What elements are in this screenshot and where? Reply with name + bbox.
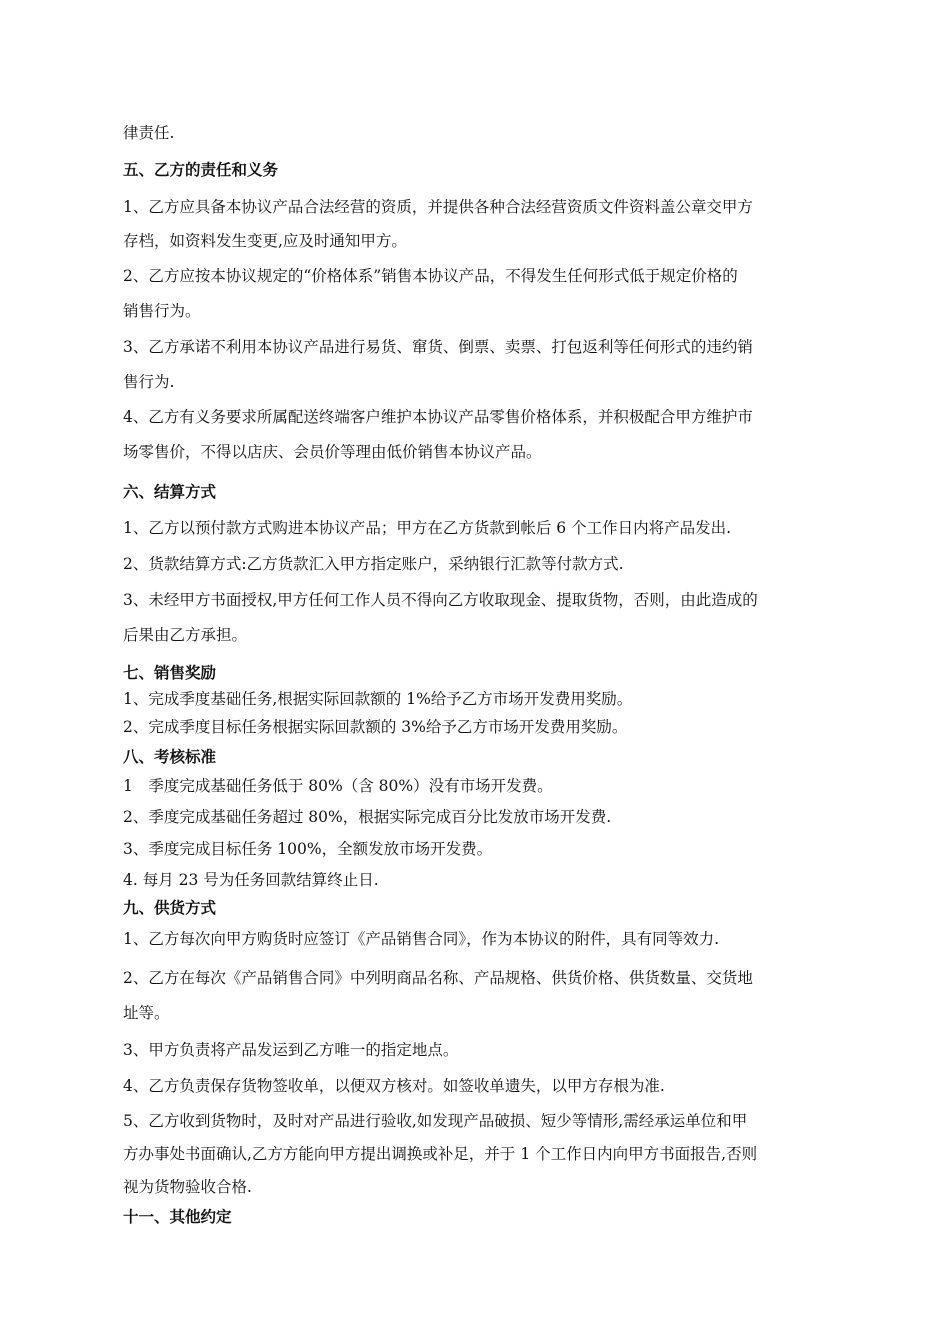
text-line: 场零售价，不得以店庆、会员价等理由低价销售本协议产品。 [123, 443, 542, 461]
text-line: 后果由乙方承担。 [123, 626, 248, 644]
text-line: 1、乙方应具备本协议产品合法经营的资质，并提供各种合法经营资质文件资料盖公章交甲方 [123, 198, 753, 216]
text-line: 3、季度完成目标任务 100%，全额发放市场开发费。 [123, 840, 493, 858]
text-line: 4、乙方负责保存货物签收单，以便双方核对。如签收单遗失，以甲方存根为准. [123, 1077, 665, 1095]
text-line: 存档，如资料发生变更,应及时通知甲方。 [123, 232, 407, 250]
text-line: 2、完成季度目标任务根据实际回款额的 3%给予乙方市场开发费用奖励。 [123, 718, 628, 736]
text-line: 方办事处书面确认,乙方方能向甲方提出调换或补足，并于 1 个工作日内向甲方书面报告,否则 [123, 1145, 758, 1163]
section-heading: 五、乙方的责任和义务 [123, 161, 279, 179]
text-line: 1、乙方以预付款方式购进本协议产品；甲方在乙方货款到帐后 6 个工作日内将产品发出. [123, 519, 732, 537]
text-line: 5、乙方收到货物时，及时对产品进行验收,如发现产品破损、短少等情形,需经承运单位和甲 [123, 1112, 748, 1130]
text-line: 2、季度完成基础任务超过 80%，根据实际完成百分比发放市场开发费. [123, 808, 612, 826]
section-heading: 九、供货方式 [123, 899, 217, 917]
text-line: 1、完成季度基础任务,根据实际回款额的 1%给予乙方市场开发费用奖励。 [123, 690, 633, 708]
text-line: 视为货物验收合格. [123, 1178, 252, 1196]
text-line: 2、乙方在每次《产品销售合同》中列明商品名称、产品规格、供货价格、供货数量、交货地 [123, 969, 753, 987]
text-line: 律责任. [123, 124, 175, 142]
text-line: 售行为. [123, 373, 175, 391]
text-line: 3、乙方承诺不利用本协议产品进行易货、窜货、倒票、卖票、打包返利等任何形式的违约销 [123, 338, 753, 356]
text-line: 1 季度完成基础任务低于 80%（含 80%）没有市场开发费。 [123, 777, 553, 795]
text-line: 3、甲方负责将产品发运到乙方唯一的指定地点。 [123, 1041, 459, 1059]
text-line: 销售行为。 [123, 302, 201, 320]
section-heading: 七、销售奖励 [123, 664, 217, 682]
text-line: 3、未经甲方书面授权,甲方任何工作人员不得向乙方收取现金、提取货物，否则，由此造成的 [123, 591, 758, 609]
text-line: 2、乙方应按本协议规定的“价格体系”销售本协议产品，不得发生任何形式低于规定价格的 [123, 267, 738, 285]
section-heading: 八、考核标准 [123, 748, 217, 766]
text-line: 址等。 [123, 1004, 170, 1022]
section-heading: 十一、其他约定 [123, 1208, 232, 1226]
section-heading: 六、结算方式 [123, 483, 217, 501]
text-line: 2、货款结算方式:乙方货款汇入甲方指定账户，采纳银行汇款等付款方式. [123, 555, 624, 573]
text-line: 1、乙方每次向甲方购货时应签订《产品销售合同》，作为本协议的附件，具有同等效力. [123, 930, 720, 948]
text-line: 4、乙方有义务要求所属配送终端客户维护本协议产品零售价格体系，并积极配合甲方维护市 [123, 408, 753, 426]
text-line: 4. 每月 23 号为任务回款结算终止日. [123, 871, 379, 889]
